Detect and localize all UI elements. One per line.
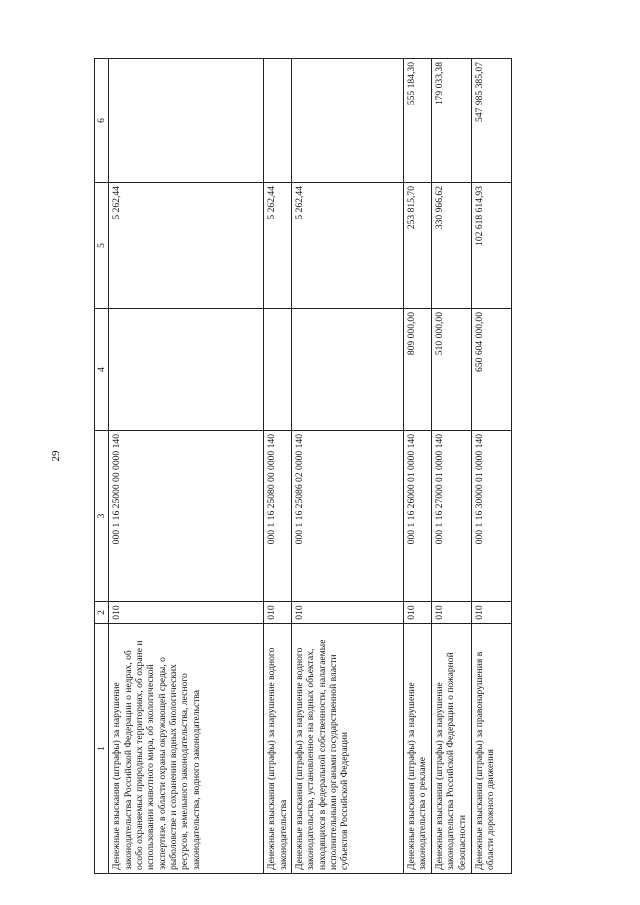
row-col6: 555 184,30	[403, 58, 431, 182]
row-admin-code: 010	[431, 601, 471, 623]
row-kbk-code: 000 1 16 25080 00 0000 140	[263, 430, 291, 601]
row-admin-code: 010	[291, 601, 403, 623]
header-cell: 4	[94, 308, 108, 430]
table-row	[471, 58, 511, 873]
table-row	[263, 58, 291, 873]
row-col6	[263, 58, 291, 182]
row-admin-code: 010	[471, 601, 511, 623]
row-name: Денежные взыскания (штрафы) за нарушение водного законодательства, установленное на водных объектах, находящихся в федеральной собственности, налагаемые исполнительными органами государственной власти субъектов Российской Федерации	[291, 623, 403, 873]
header-cell: 5	[94, 182, 108, 308]
row-name: Денежные взыскания (штрафы) за нарушение законодательства Российской Федерации о недрах, об особо охраняемых природных территориях, об охране и использовании животного мира, об экологической экспертизе, в области охраны окружающей среды, о рыболовстве и сохранении водных биологических ресурсов, земельного законодательства, лесного законодательства, водного законодательства	[108, 623, 263, 873]
row-name: Денежные взыскания (штрафы) за нарушение законодательства Российской Федерации о пожарной безопасности	[431, 623, 471, 873]
row-col5: 5 262,44	[108, 182, 263, 308]
table-row	[431, 58, 471, 873]
row-col6	[291, 58, 403, 182]
row-col6	[108, 58, 263, 182]
row-col4: 809 000,00	[403, 308, 431, 430]
table-row	[291, 58, 403, 873]
row-admin-code: 010	[108, 601, 263, 623]
row-admin-code: 010	[403, 601, 431, 623]
header-cell: 2	[94, 601, 108, 623]
row-col6: 547 985 385,07	[471, 58, 511, 182]
row-admin-code: 010	[263, 601, 291, 623]
table-row	[108, 58, 263, 873]
row-col6: 179 033,38	[431, 58, 471, 182]
row-col5: 330 966,62	[431, 182, 471, 308]
row-name: Денежные взыскания (штрафы) за нарушение законодательства о рекламе	[403, 623, 431, 873]
header-cell: 6	[94, 58, 108, 182]
row-name: Денежные взыскания (штрафы) за правонарушения в области дорожного движения	[471, 623, 511, 873]
row-col4	[263, 308, 291, 430]
header-cell: 3	[94, 430, 108, 601]
row-col4	[291, 308, 403, 430]
row-col5: 253 815,70	[403, 182, 431, 308]
row-kbk-code: 000 1 16 25000 00 0000 140	[108, 430, 263, 601]
row-kbk-code: 000 1 16 30000 01 0000 140	[471, 430, 511, 601]
rotated-table-container	[94, 59, 539, 874]
row-kbk-code: 000 1 16 26000 01 0000 140	[403, 430, 431, 601]
budget-table	[94, 58, 512, 874]
row-col5: 5 262,44	[291, 182, 403, 308]
row-name: Денежные взыскания (штрафы) за нарушение водного законодательства	[263, 623, 291, 873]
row-kbk-code: 000 1 16 25086 02 0000 140	[291, 430, 403, 601]
page-number: 29	[50, 450, 62, 462]
table-row	[403, 58, 431, 873]
row-col4: 650 604 000,00	[471, 308, 511, 430]
row-col4	[108, 308, 263, 430]
row-col5: 5 262,44	[263, 182, 291, 308]
row-col4: 510 000,00	[431, 308, 471, 430]
row-col5: 102 618 614,93	[471, 182, 511, 308]
row-kbk-code: 000 1 16 27000 01 0000 140	[431, 430, 471, 601]
table-header-row	[94, 58, 108, 873]
header-cell: 1	[94, 623, 108, 873]
